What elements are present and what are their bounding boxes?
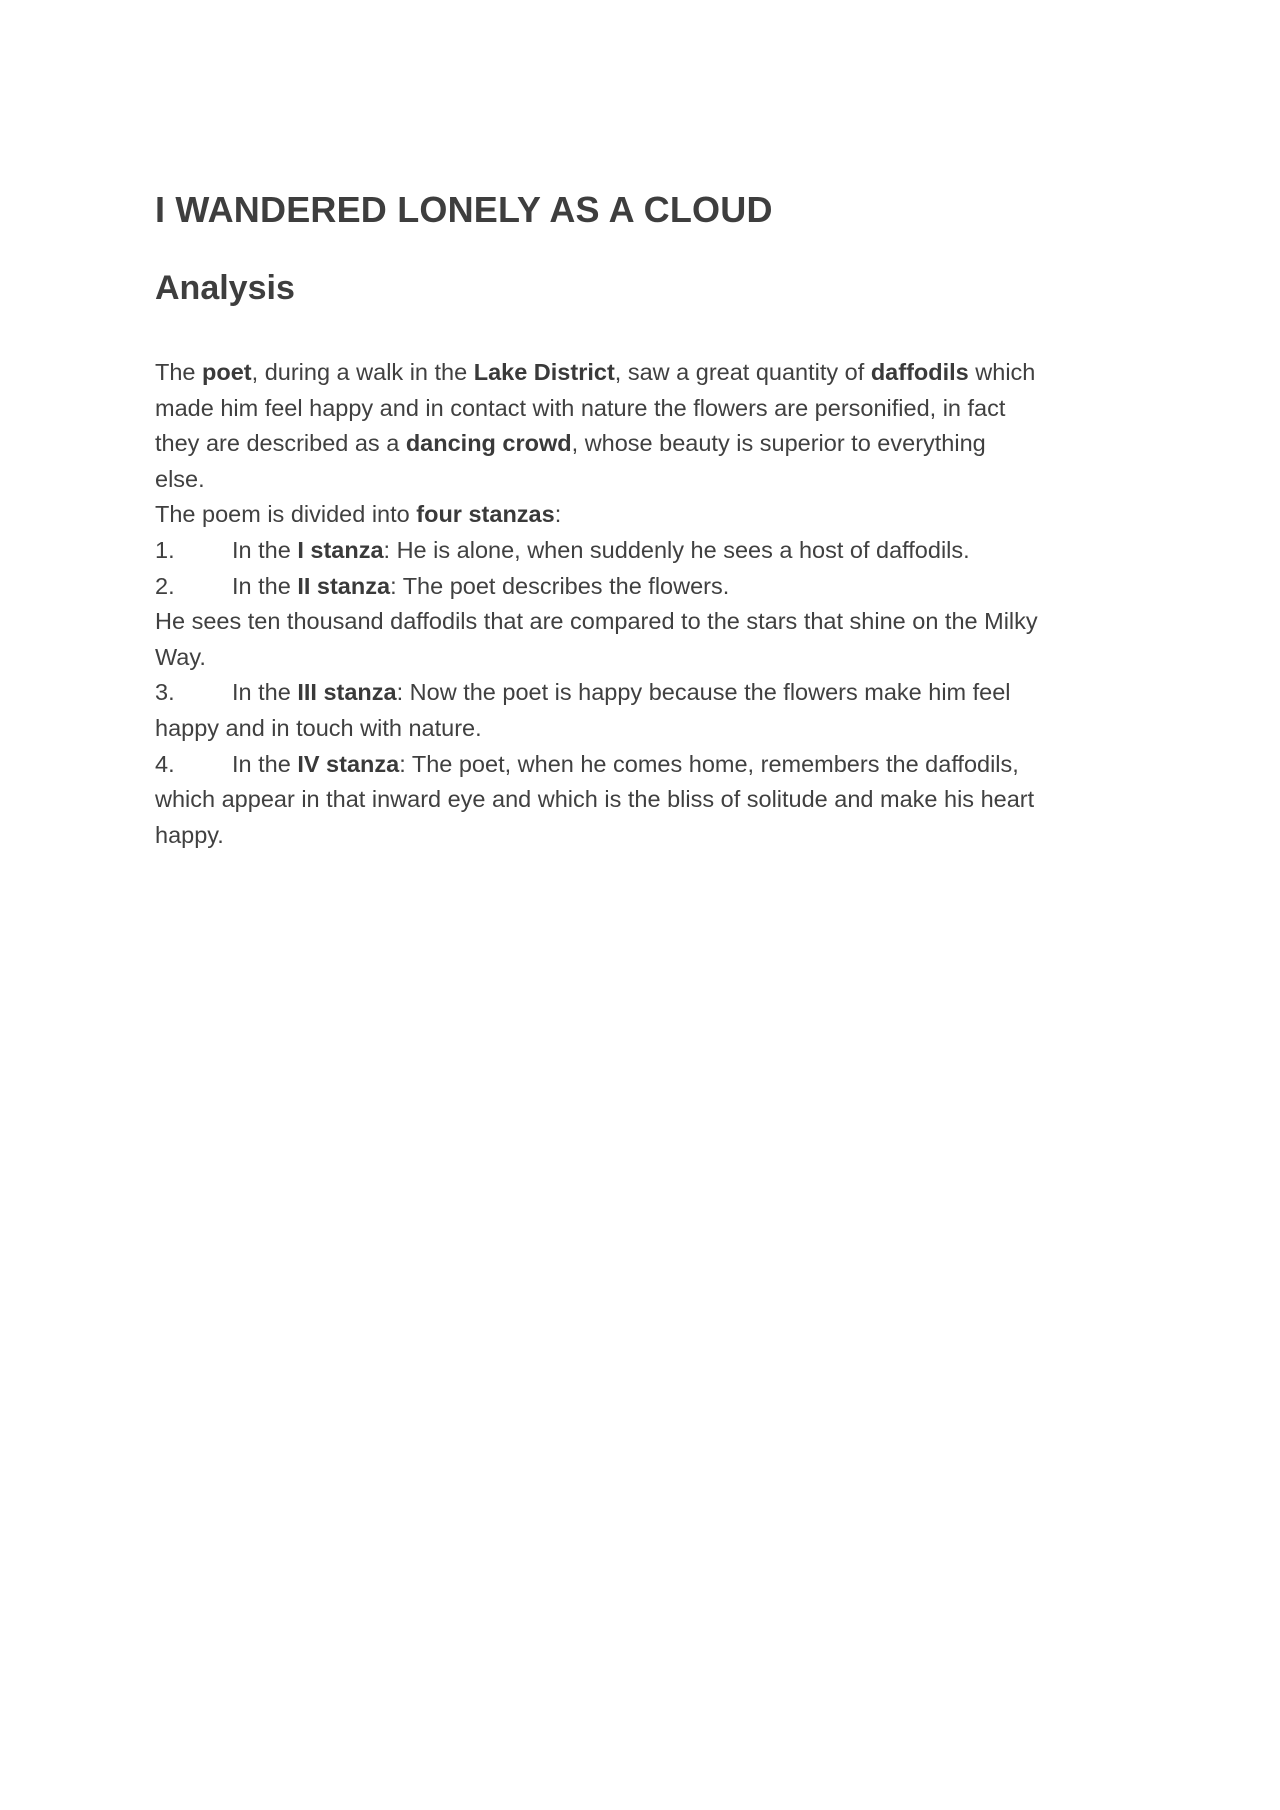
stanza-list — [155, 533, 1145, 853]
list-number: 2. — [155, 572, 175, 599]
analysis-body — [155, 355, 1145, 853]
intro-line: they are described as a dancing crowd, whose beauty is superior to everything — [155, 430, 986, 457]
list-number: 1. — [155, 536, 175, 563]
intro-paragraph — [155, 355, 1145, 497]
bold-term: IV stanza — [297, 750, 400, 777]
bold-term: dancing crowd — [405, 430, 572, 457]
bold-term: Lake District — [473, 359, 615, 385]
list-number: 4. — [155, 750, 175, 777]
stanza-list-item: 2. In the II stanza: The poet describes the flowers. He sees ten thousand daffodils that are compared to the stars that shine on the Milky Way. — [155, 569, 1145, 676]
intro-line: made him feel happy and in contact with nature the flowers are personified, in fact — [155, 394, 1006, 421]
list-number: 3. — [155, 679, 175, 706]
continuation-line: which appear in that inward eye and which is the bliss of solitude and make his heart — [155, 786, 1035, 813]
bold-term: III stanza — [297, 679, 397, 706]
stanza-division-line: The poem is divided into four stanzas: — [155, 501, 562, 528]
continuation-line: Way. — [155, 643, 206, 670]
bold-term: daffodils — [870, 359, 969, 385]
continuation-line: happy and in touch with nature. — [155, 714, 482, 741]
bold-term: I stanza — [297, 536, 384, 563]
intro-line: else. — [155, 465, 205, 492]
bold-term: II stanza — [297, 572, 391, 599]
intro-line: The poet, during a walk in the Lake District, saw a great quantity of daffodils which — [155, 359, 1036, 385]
continuation-line: He sees ten thousand daffodils that are compared to the stars that shine on the Milky — [155, 608, 1038, 635]
stanza-list-item: 3. In the III stanza: Now the poet is happy because the flowers make him feel happy and in touch with nature. — [155, 675, 1145, 746]
bold-term: four stanzas — [416, 501, 555, 528]
document-title: I WANDERED LONELY AS A CLOUD — [155, 189, 773, 230]
stanza-list-item: 1. In the I stanza: He is alone, when suddenly he sees a host of daffodils. — [155, 533, 1145, 569]
bold-term: poet — [202, 359, 252, 385]
continuation-line: happy. — [155, 821, 224, 848]
section-heading-analysis: Analysis — [155, 269, 295, 307]
stanza-list-item: 4. In the IV stanza: The poet, when he comes home, remembers the daffodils, which appear in that inward eye and which is the bliss of solitude and make his heart happy. — [155, 747, 1145, 854]
